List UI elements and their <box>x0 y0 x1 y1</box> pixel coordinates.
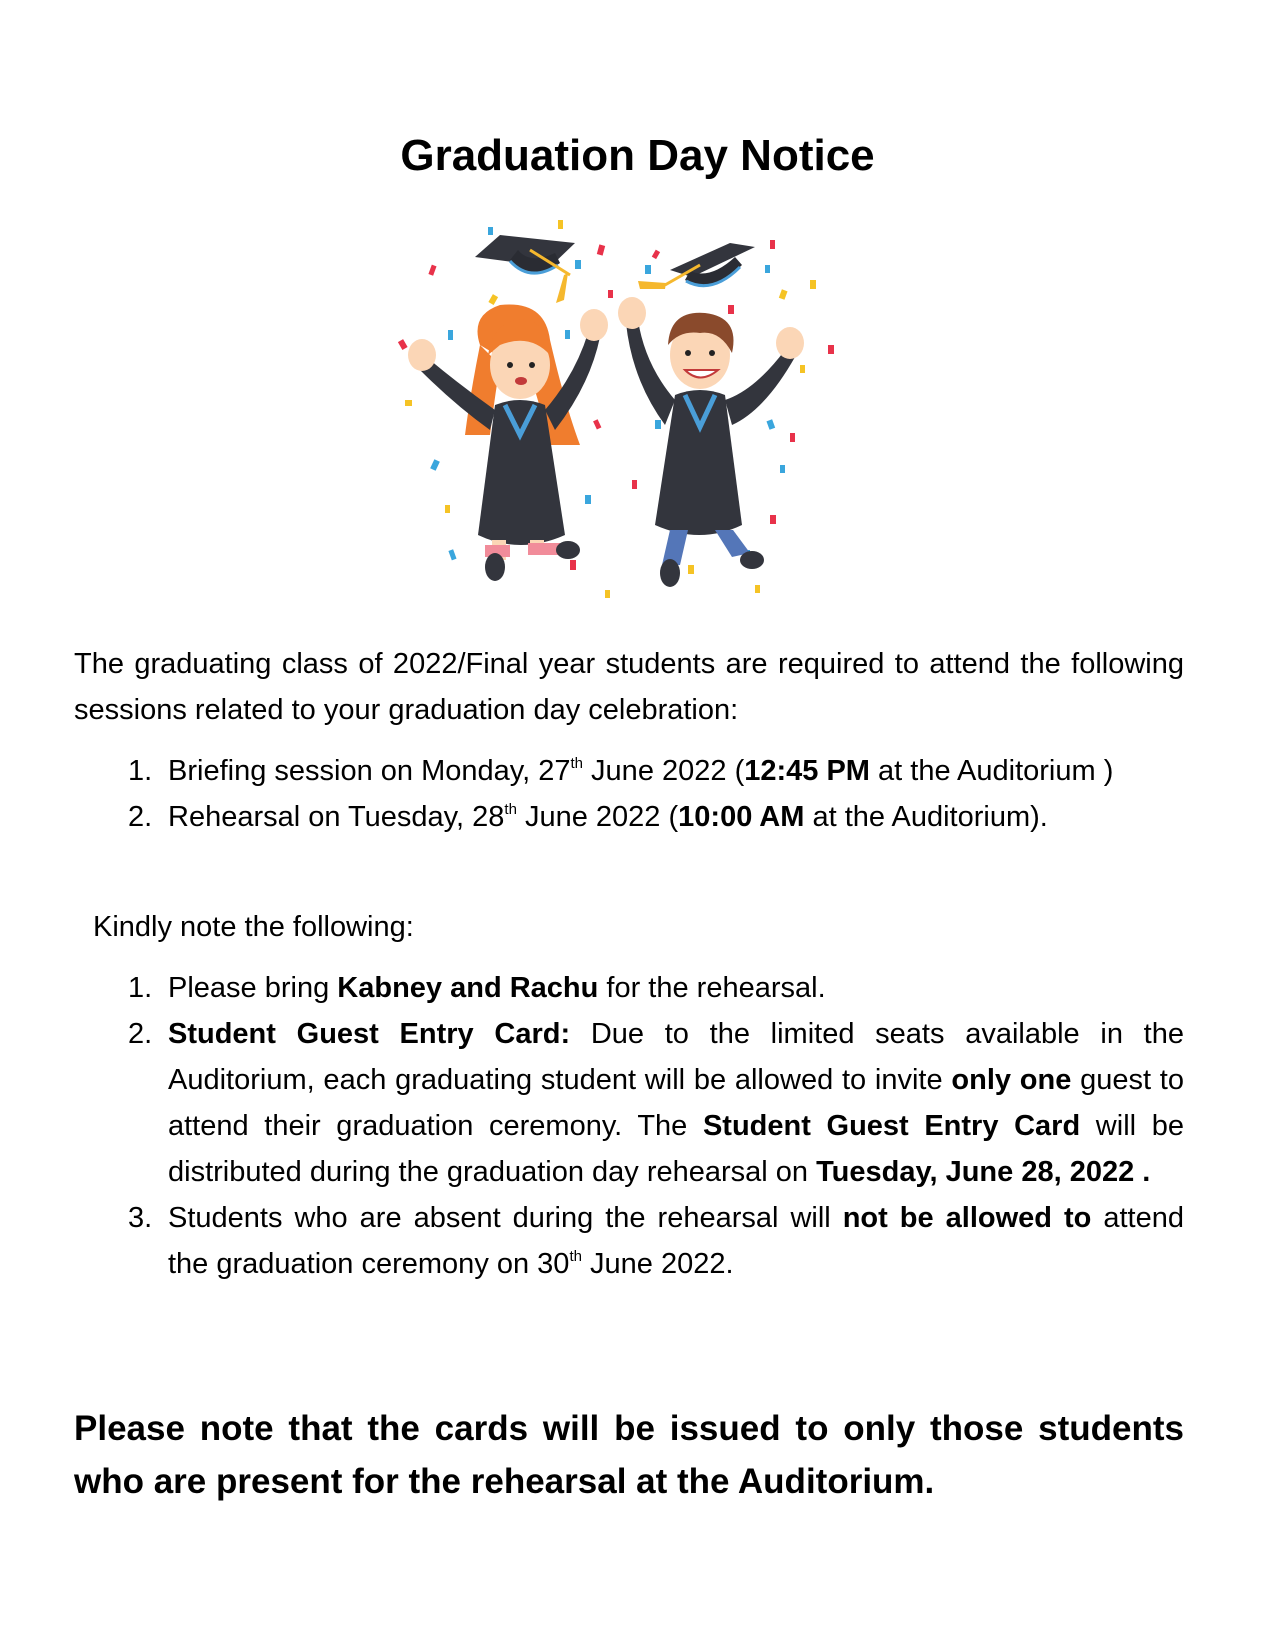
superscript: th <box>570 755 583 772</box>
note-text: Students who are absent during the rehearsal will <box>168 1202 843 1234</box>
note-text: guest to attend their graduation ceremony. The <box>168 1064 1184 1142</box>
list-number: 3. <box>128 1202 153 1234</box>
note-text: for the rehearsal. <box>598 972 826 1004</box>
graduates-illustration-svg <box>370 205 910 605</box>
note-bold: not be allowed to <box>842 1202 1092 1234</box>
superscript: th <box>569 1248 582 1265</box>
note-bold: Kabney and Rachu <box>337 972 599 1004</box>
kindly-note-heading: Kindly note the following: <box>93 911 414 943</box>
list-item <box>74 1195 1184 1287</box>
session-text: at the Auditorium). <box>804 801 1048 833</box>
note-text: attend the graduation ceremony on 30 <box>168 1202 1184 1280</box>
note-bold: Student Guest Entry Card: <box>168 1018 571 1050</box>
list-item <box>74 794 1184 840</box>
mortarboard-cap-right <box>638 243 755 289</box>
note-text: will be distributed during the graduation day rehearsal on <box>168 1110 1184 1188</box>
list-item <box>74 748 1184 794</box>
list-number: 2. <box>128 1018 153 1050</box>
intro-paragraph: The graduating class of 2022/Final year students are required to attend the following sessions related to your graduation day celebration: <box>74 648 1184 726</box>
girl-graduate <box>408 304 608 581</box>
session-text: Rehearsal on Tuesday, 28 <box>168 801 505 833</box>
note-bold: Tuesday, June 28, 2022 . <box>816 1156 1151 1188</box>
note-text: Please bring <box>168 972 338 1004</box>
list-number: 1. <box>128 972 153 1004</box>
mortarboard-cap-left <box>475 235 575 303</box>
session-text: at the Auditorium ) <box>869 755 1114 787</box>
note-text: Due to the limited seats available in the Auditorium, each graduating student will be allowed to invite <box>168 1018 1184 1096</box>
notes-list <box>74 965 1184 1287</box>
closing-statement: Please note that the cards will be issued to only those students who are present for the rehearsal at the Auditorium. <box>74 1409 1184 1501</box>
list-item <box>74 1011 1184 1195</box>
session-time: 12:45 PM <box>744 755 870 787</box>
list-number: 1. <box>128 755 153 787</box>
session-text: June 2022 ( <box>516 801 679 833</box>
page-title: Graduation Day Notice <box>400 131 875 180</box>
list-item <box>74 965 1184 1011</box>
note-text: June 2022. <box>581 1248 734 1280</box>
note-bold: only one <box>951 1064 1072 1096</box>
boy-graduate <box>618 297 804 587</box>
list-number: 2. <box>128 801 153 833</box>
session-text: Briefing session on Monday, 27 <box>168 755 571 787</box>
session-text: June 2022 ( <box>583 755 745 787</box>
note-bold: Student Guest Entry Card <box>702 1110 1081 1142</box>
session-time: 10:00 AM <box>678 801 805 833</box>
sessions-list <box>74 748 1184 840</box>
superscript: th <box>504 801 517 818</box>
graduates-celebrating-illustration <box>370 205 910 605</box>
